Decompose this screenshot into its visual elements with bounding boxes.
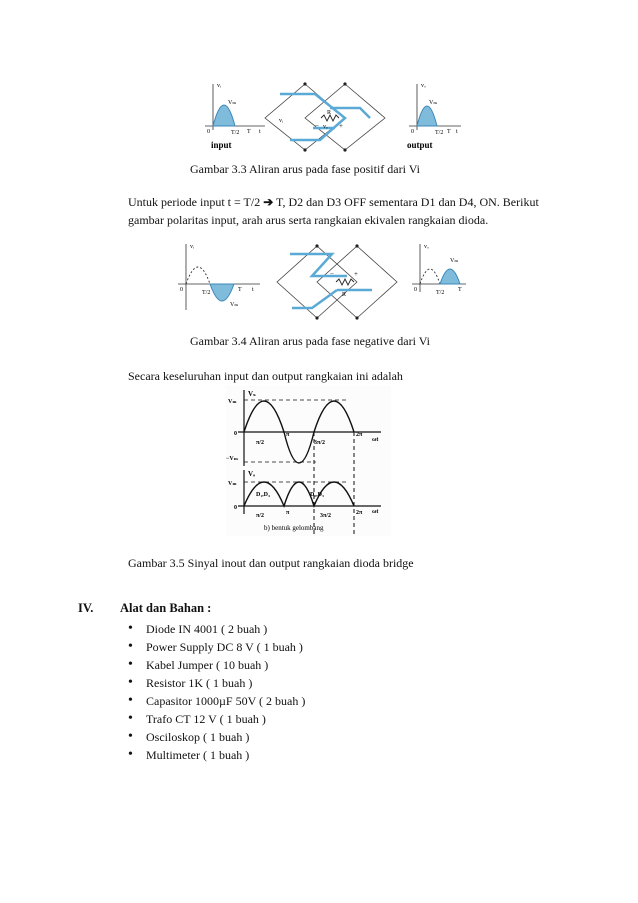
output-half-period-label: T/2 — [436, 290, 445, 296]
neg-vm-label: Vₘ — [230, 302, 239, 308]
arrow-icon: ➔ — [263, 195, 274, 209]
output-waveform-graph-negative — [412, 244, 466, 296]
top-omega-t: ωt — [372, 437, 379, 443]
minus-sign: − — [330, 270, 334, 278]
output-half-period-label: T/2 — [435, 130, 444, 136]
output-t-axis-label: t — [456, 129, 458, 135]
bottom-tick-3pi-half: 3π/2 — [320, 513, 331, 519]
resistor-icon — [336, 279, 354, 285]
vs-axis-label: Vₛ — [248, 390, 256, 398]
output-positive-half-wave — [417, 106, 437, 126]
top-tick-pi: π — [286, 432, 290, 438]
minus-sign: − — [315, 122, 319, 130]
vi-axis-label: vᵢ — [217, 83, 221, 89]
bottom-vm-label: Vₘ — [228, 481, 237, 487]
input-positive-half-wave — [213, 105, 235, 126]
input-negative-half-wave — [210, 284, 234, 301]
vo-axis-label: vₒ — [424, 244, 429, 250]
circuit-r-label: R — [342, 292, 347, 298]
bridge-circuit-positive — [265, 82, 385, 151]
output-period-label: T — [458, 287, 462, 293]
input-waveform-graph-negative — [178, 244, 260, 310]
circuit-vo-label: vₒ — [323, 124, 328, 130]
origin-label: 0 — [180, 287, 183, 293]
bottom-tick-2pi: 2π — [356, 510, 363, 516]
half-period-label: T/2 — [231, 130, 240, 136]
figure-3-3-caption: Gambar 3.3 Aliran arus pada fase positif dari Vi — [190, 162, 420, 176]
output-origin-label: 0 — [411, 129, 414, 135]
vm-label: Vₘ — [228, 100, 237, 106]
t-axis-label: t — [259, 129, 261, 135]
vi-axis-label: vᵢ — [190, 244, 194, 250]
output-origin-label: 0 — [414, 287, 417, 293]
output-vm-label: Vₘ — [429, 100, 438, 106]
top-tick-pi-half: π/2 — [256, 440, 264, 446]
figure-3-3 — [195, 78, 465, 158]
half-period-label: T/2 — [202, 290, 211, 296]
bridge-circuit-negative — [277, 244, 397, 319]
top-origin-label: 0 — [234, 431, 237, 437]
figure-3-5 — [226, 386, 391, 536]
input-label: input — [211, 140, 232, 150]
vo-axis-label: vₒ — [421, 83, 426, 89]
subcaption-waveform: b) bentuk gelombang — [264, 524, 324, 532]
circuit-r-label: R — [327, 110, 332, 116]
section-title: Alat dan Bahan : — [120, 601, 212, 615]
section-number: IV. — [78, 601, 94, 615]
list-item: • Osciloskop ( 1 buah ) — [128, 728, 305, 746]
diode-pair-1-label: D₁,D₄ — [256, 492, 270, 498]
t-axis-label: t — [252, 287, 254, 293]
list-item: • Diode IN 4001 ( 2 buah ) — [128, 620, 305, 638]
bottom-tick-pi-half: π/2 — [256, 513, 264, 519]
figure-3-5-caption: Gambar 3.5 Sinyal inout dan output rangkaian dioda bridge — [128, 556, 414, 570]
input-positive-half-dashed — [186, 267, 210, 284]
list-item: • Trafo CT 12 V ( 1 buah ) — [128, 710, 305, 728]
vo-axis-label: Vₒ — [248, 470, 256, 478]
materials-list — [128, 620, 305, 764]
output-label: output — [407, 140, 433, 150]
plus-sign: + — [354, 270, 358, 278]
list-item: • Kabel Jumper ( 10 buah ) — [128, 656, 305, 674]
output-period-label: T — [447, 129, 451, 135]
paragraph-period — [128, 193, 553, 229]
list-item: • Resistor 1K ( 1 buah ) — [128, 674, 305, 692]
figure-3-4 — [172, 240, 467, 325]
top-vm-label: Vₘ — [228, 399, 237, 405]
bottom-tick-pi: π — [286, 510, 290, 516]
output-vm-label: Vₘ — [450, 258, 459, 264]
output-waveform-graph — [407, 83, 461, 150]
paragraph-overall: Secara keseluruhan input dan output rangkaian ini adalah — [128, 369, 403, 383]
figure-3-4-caption: Gambar 3.4 Aliran arus pada fase negative dari Vi — [190, 334, 430, 348]
input-waveform-graph — [205, 83, 265, 150]
bottom-origin-label: 0 — [234, 505, 237, 511]
paragraph-period-part-a: Untuk periode input t = T/2 — [128, 195, 264, 209]
bottom-omega-t: ωt — [372, 509, 379, 515]
list-item: • Power Supply DC 8 V ( 1 buah ) — [128, 638, 305, 656]
origin-label: 0 — [207, 129, 210, 135]
period-label: T — [238, 287, 242, 293]
plus-sign: + — [339, 122, 343, 130]
paragraph-period-part-b: T, D2 dan D3 OFF sementara D1 dan D4, ON. Berikut gambar polaritas input, arah arus serta rangkaian ekivalen rangkaian dioda. — [128, 195, 539, 227]
top-tick-2pi: 2π — [356, 432, 363, 438]
top-neg-vm-label: −Vₘ — [226, 456, 239, 462]
top-tick-3pi-half: 3π/2 — [314, 440, 325, 446]
list-item: • Multimeter ( 1 buah ) — [128, 746, 305, 764]
circuit-vi-label: vᵢ — [279, 118, 283, 124]
period-label: T — [247, 129, 251, 135]
list-item: • Capasitor 1000µF 50V ( 2 buah ) — [128, 692, 305, 710]
diode-pair-2-label: D₂,D₃ — [310, 492, 324, 498]
output-rectified-half-wave — [440, 269, 460, 284]
